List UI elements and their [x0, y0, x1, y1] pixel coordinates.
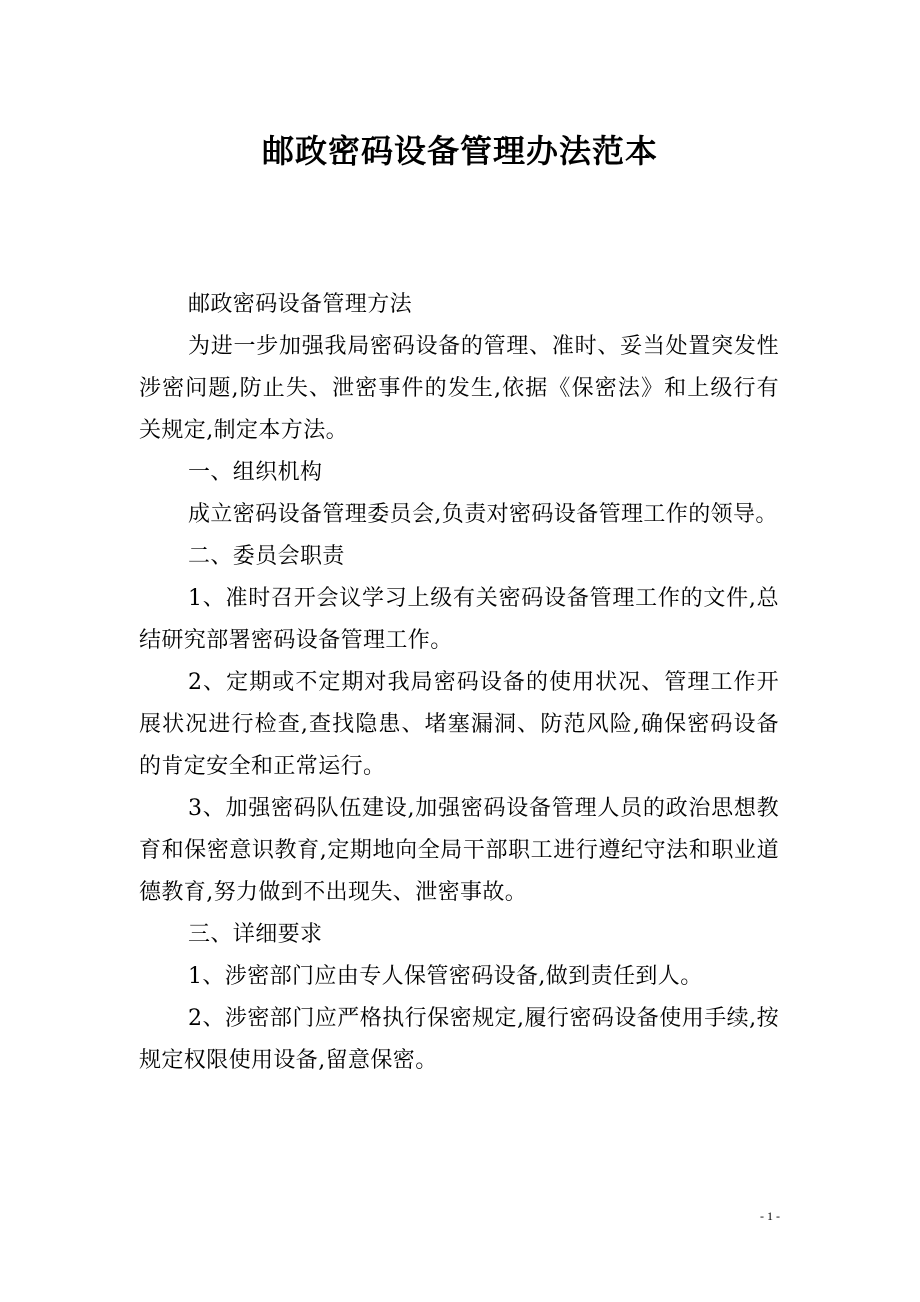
paragraph-duty-1: 1、准时召开会议学习上级有关密码设备管理工作的文件,总结研究部署密码设备管理工作。 [139, 586, 779, 653]
document-title: 邮政密码设备管理办法范本 [261, 132, 658, 170]
section-heading-requirements: 三、详细要求 [188, 922, 323, 947]
section-heading-duties: 二、委员会职责 [188, 544, 345, 569]
document-body [139, 284, 779, 1082]
paragraph-committee: 成立密码设备管理委员会,负责对密码设备管理工作的领导。 [188, 502, 778, 527]
page-number: - 1 - [760, 1209, 780, 1223]
paragraph-duty-2: 2、定期或不定期对我局密码设备的使用状况、管理工作开展状况进行检查,查找隐患、堵塞漏洞、防范风险,确保密码设备的肯定安全和正常运行。 [139, 670, 779, 779]
paragraph-duty-3: 3、加强密码队伍建设,加强密码设备管理人员的政治思想教育和保密意识教育,定期地向全局干部职工进行遵纪守法和职业道德教育,努力做到不出现失、泄密事故。 [139, 796, 779, 905]
paragraph-requirement-2: 2、涉密部门应严格执行保密规定,履行密码设备使用手续,按规定权限使用设备,留意保密。 [139, 1006, 779, 1073]
paragraph-subtitle: 邮政密码设备管理方法 [188, 292, 413, 317]
paragraph-requirement-1: 1、涉密部门应由专人保管密码设备,做到责任到人。 [188, 964, 703, 989]
section-heading-organization: 一、组织机构 [188, 460, 323, 485]
paragraph-purpose: 为进一步加强我局密码设备的管理、准时、妥当处置突发性涉密问题,防止失、泄密事件的发生,依据《保密法》和上级行有关规定,制定本方法。 [139, 334, 779, 443]
